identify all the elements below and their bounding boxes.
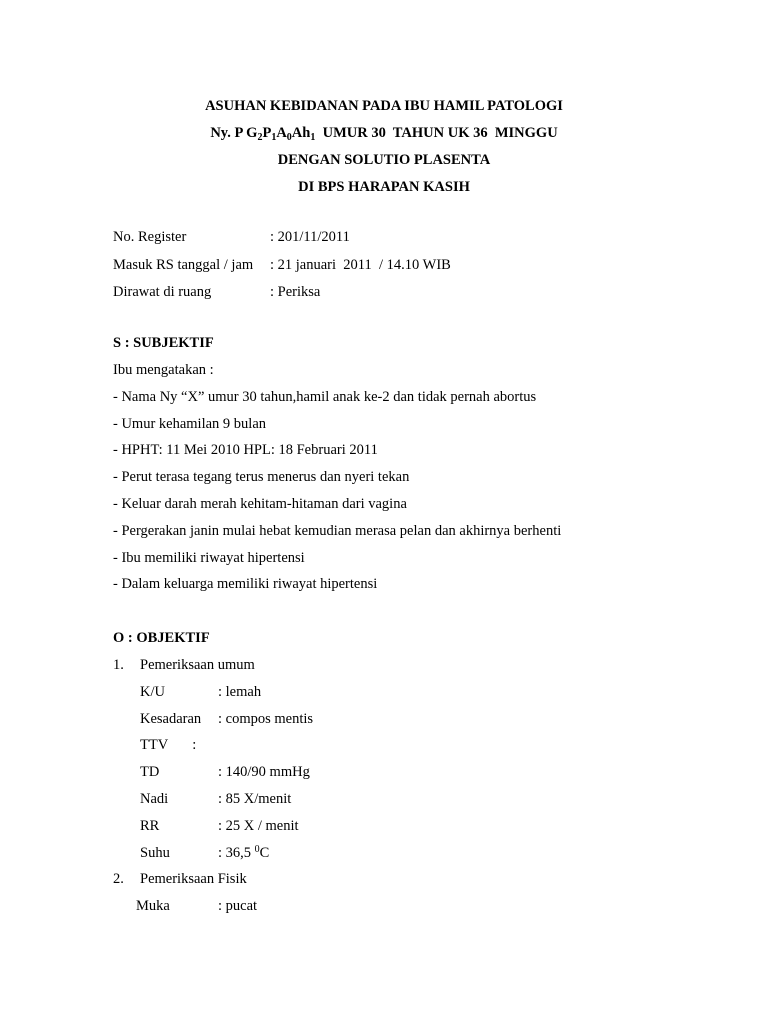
subjektif-item: - Ibu memiliki riwayat hipertensi bbox=[113, 549, 305, 566]
register-value: : Periksa bbox=[270, 284, 321, 300]
vital-row bbox=[113, 788, 313, 815]
temperature-unit: C bbox=[259, 844, 270, 861]
title-line-2 bbox=[0, 120, 768, 147]
ttv-label: TTV bbox=[140, 737, 169, 754]
vital-value: : 85 X/menit bbox=[218, 790, 292, 807]
title-suffix: UMUR 30 TAHUN UK 36 MINGGU bbox=[315, 125, 558, 141]
subjektif-section bbox=[113, 332, 561, 600]
subjektif-item: - Pergerakan janin mulai hebat kemudian merasa pelan dan akhirnya berhenti bbox=[113, 522, 562, 539]
subjektif-intro: Ibu mengatakan : bbox=[113, 362, 214, 378]
ttv-colon: : bbox=[192, 737, 197, 754]
exam-row bbox=[113, 681, 313, 708]
register-value: : 21 januari 2011 / 14.10 WIB bbox=[270, 256, 451, 273]
subjektif-item: - HPHT: 11 Mei 2010 HPL: 18 Februari 2011 bbox=[113, 442, 378, 459]
list-number: 2. bbox=[113, 871, 124, 888]
exam-value: : compos mentis bbox=[218, 710, 314, 727]
vital-label: TD bbox=[140, 764, 160, 781]
register-row bbox=[113, 254, 451, 282]
subjektif-item: - Dalam keluarga memiliki riwayat hipertensi bbox=[113, 576, 378, 593]
register-value: : 201/11/2011 bbox=[270, 229, 350, 245]
exam-row bbox=[113, 895, 313, 922]
exam-row bbox=[113, 708, 313, 735]
list-title: Pemeriksaan umum bbox=[140, 657, 255, 673]
vital-value: : 140/90 mmHg bbox=[218, 764, 310, 781]
title-ah: Ah bbox=[291, 125, 311, 141]
a-subscript: 0 bbox=[286, 132, 292, 143]
subjektif-item: - Umur kehamilan 9 bulan bbox=[113, 415, 267, 432]
register-info bbox=[113, 226, 451, 309]
vital-row bbox=[113, 842, 313, 869]
vital-value: : 25 X / menit bbox=[218, 817, 299, 834]
subjektif-item: - Keluar darah merah kehitam-hitaman dari vagina bbox=[113, 495, 407, 512]
degree-superscript: 0 bbox=[254, 843, 260, 855]
title-p: P bbox=[262, 125, 272, 141]
title-prefix: Ny. P G bbox=[210, 125, 258, 141]
pemeriksaan-fisik-heading bbox=[113, 868, 313, 895]
vital-label: RR bbox=[140, 817, 160, 834]
p-subscript: 1 bbox=[271, 132, 277, 143]
exam-label: Kesadaran bbox=[140, 710, 202, 727]
ttv-row bbox=[113, 734, 313, 761]
list-number: 1. bbox=[113, 657, 124, 673]
vital-value: : 36,5 bbox=[218, 844, 255, 861]
pemeriksaan-umum-heading bbox=[113, 654, 313, 681]
objektif-section bbox=[113, 627, 313, 922]
exam-label: K/U bbox=[140, 683, 165, 700]
register-row bbox=[113, 226, 451, 254]
subjektif-heading: S : SUBJEKTIF bbox=[113, 335, 214, 351]
list-title: Pemeriksaan Fisik bbox=[140, 871, 247, 888]
title-a: A bbox=[276, 125, 287, 141]
subjektif-item: - Perut terasa tegang terus menerus dan nyeri tekan bbox=[113, 469, 410, 486]
exam-value: : lemah bbox=[218, 683, 262, 700]
document-title bbox=[0, 93, 768, 201]
register-row bbox=[113, 281, 451, 309]
register-label: Masuk RS tanggal / jam bbox=[113, 256, 254, 273]
register-label: Dirawat di ruang bbox=[113, 284, 212, 300]
vital-row bbox=[113, 761, 313, 788]
ah-subscript: 1 bbox=[310, 132, 316, 143]
vital-label: Nadi bbox=[140, 790, 169, 807]
title-line-1: ASUHAN KEBIDANAN PADA IBU HAMIL PATOLOGI bbox=[205, 98, 563, 114]
objektif-heading: O : OBJEKTIF bbox=[113, 630, 210, 646]
exam-label: Muka bbox=[136, 898, 170, 915]
exam-value: : pucat bbox=[218, 898, 258, 915]
register-label: No. Register bbox=[113, 229, 187, 245]
vital-label: Suhu bbox=[140, 844, 170, 861]
subjektif-item: - Nama Ny “X” umur 30 tahun,hamil anak ke-2 dan tidak pernah abortus bbox=[113, 388, 537, 405]
g-subscript: 2 bbox=[257, 132, 263, 143]
title-line-4: DI BPS HARAPAN KASIH bbox=[298, 179, 470, 195]
vital-row bbox=[113, 815, 313, 842]
title-line-3: DENGAN SOLUTIO PLASENTA bbox=[277, 152, 491, 168]
